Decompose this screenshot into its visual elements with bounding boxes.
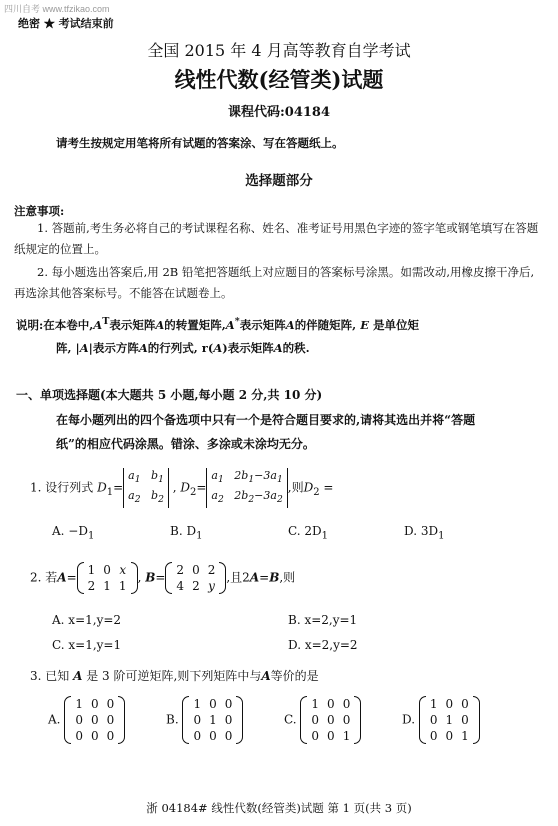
question-3-end: 等价的是 bbox=[270, 669, 319, 683]
explain-label: 说明: bbox=[16, 317, 44, 332]
q3-option-b bbox=[166, 696, 243, 744]
matrix-b: 2 0 2 4 2 y bbox=[165, 562, 226, 594]
explain-text: 表示矩阵 bbox=[109, 317, 156, 332]
q1-option-b: B. $D_1$ bbox=[170, 524, 203, 542]
explain-text: 的伴随矩阵, bbox=[294, 317, 357, 332]
note-paragraph-2: 2. 每小题选出答案后,用 2B 铅笔把答题纸上对应题目的答案标号涂黑。如需改动,用橡皮擦干净后,再选涂其他答案标号。不能答在试题卷上。 bbox=[14, 265, 535, 300]
question-3: 3. 已知 A 是 3 阶可逆矩阵,则下列矩阵中与A等价的是 bbox=[30, 669, 319, 683]
q3-option-d bbox=[402, 696, 480, 744]
explain-text: 的秩. bbox=[282, 341, 310, 355]
subject-title: 线性代数(经管类)试题 bbox=[174, 67, 384, 92]
determinant-d2: $a_1$ $2b_1-3a_1$ $a_2$ $2b_2-3a_2$ bbox=[206, 468, 287, 508]
question-3-prefix: 3. 已知 bbox=[30, 669, 70, 683]
question-1-then: ,则 bbox=[287, 480, 304, 495]
q3-matrix-a: 1 0 0 0 0 0 0 0 0 bbox=[64, 696, 125, 744]
explain-text: 是单位矩 bbox=[373, 317, 419, 332]
q3-matrix-c: 1 0 0 0 0 0 0 0 1 bbox=[300, 696, 361, 744]
page-footer: 浙 04184# 线性代数(经管类)试题 第 1 页(共 3 页) bbox=[146, 801, 412, 815]
section-title: 选择题部分 bbox=[245, 173, 313, 189]
q2-option-d: D. x=2,y=2 bbox=[288, 638, 358, 652]
q3-option-label: A. bbox=[48, 712, 61, 727]
question-1-prefix: 1. 设行列式 bbox=[30, 480, 94, 495]
explain-text: 在本卷中, bbox=[43, 317, 94, 332]
explain-text: 的行列式, bbox=[147, 341, 198, 355]
q3-option-c bbox=[284, 696, 361, 744]
q3-matrix-d: 1 0 0 0 1 0 0 0 1 bbox=[419, 696, 480, 744]
question-2-prefix: 2. 若 bbox=[30, 570, 58, 585]
question-2-then: ,则 bbox=[279, 570, 296, 585]
q1-option-d: D. $3D_1$ bbox=[404, 524, 445, 542]
q1-option-c: C. $2D_1$ bbox=[288, 524, 329, 542]
part1-instruction-1: 在每小题列出的四个备选项中只有一个是符合题目要求的,请将其选出并将“答题 bbox=[56, 413, 476, 427]
part1-heading: 一、单项选择题(本大题共 5 小题,每小题 2 分,共 10 分) bbox=[16, 388, 323, 402]
matrix-a: 1 0 x 2 1 1 bbox=[77, 562, 138, 594]
question-3-mid: 是 3 阶可逆矩阵,则下列矩阵中与 bbox=[86, 669, 262, 683]
q3-option-label: C. bbox=[284, 712, 297, 727]
part1-instruction-2: 纸”的相应代码涂黑。错涂、多涂或未涂均无分。 bbox=[56, 437, 315, 451]
explain-text: 表示方阵 bbox=[92, 341, 139, 355]
question-2-cond: ,且 bbox=[226, 570, 243, 585]
explain-text: 表示矩阵 bbox=[239, 317, 286, 332]
q2-option-b: B. x=2,y=1 bbox=[288, 613, 358, 627]
intro-text: 请考生按规定用笔将所有试题的答案涂、写在答题纸上。 bbox=[56, 136, 344, 150]
note-paragraph-1: 1. 答题前,考生务必将自己的考试课程名称、姓名、准考证号用黑色字迹的签字笔或钢笔填写在答题纸规定的位置上。 bbox=[14, 221, 539, 256]
explanation-line-1: 说明:在本卷中$,A^T$表示矩阵A的转置矩阵,A*表示矩阵A的伴随矩阵, E 是单位矩 bbox=[16, 316, 419, 332]
q2-option-a: A. x=1,y=2 bbox=[52, 613, 122, 627]
question-2: 2. 若A= 1 0 x 2 1 1 , B= 2 0 2 4 2 y ,且2A=B,则 bbox=[30, 563, 296, 593]
secret-label: 绝密 ★ 考试结束前 bbox=[18, 17, 114, 30]
q2-option-c: C. x=1,y=1 bbox=[52, 638, 122, 652]
q3-option-label: D. bbox=[402, 712, 416, 727]
exam-title: 全国 2015 年 4 月高等教育自学考试 bbox=[147, 41, 411, 60]
explain-text: 的转置矩阵, bbox=[164, 317, 226, 332]
q3-option-label: B. bbox=[166, 712, 179, 727]
notes-title: 注意事项: bbox=[14, 204, 65, 218]
q3-option-a bbox=[48, 696, 125, 744]
explain-text: 表示矩阵 bbox=[227, 341, 274, 355]
explanation-line-2: 阵, |A|表示方阵A的行列式, r(A)表示矩阵A的秩. bbox=[56, 341, 310, 355]
course-code: 课程代码:04184 bbox=[227, 105, 331, 120]
determinant-d1: $a_1$ $b_1$ $a_2$ $b_2$ bbox=[123, 468, 169, 508]
watermark: 四川自考 www.tfzikao.com bbox=[4, 4, 110, 14]
explain-text: 阵, bbox=[56, 341, 72, 355]
q1-option-a: A. $-D_1$ bbox=[52, 524, 95, 542]
question-1: 1. 设行列式 $D_1=a_1$ $b_1$ $a_2$ $b_2$ , $D_2=a_1$ $2b_1-3a_1$ $a_2$ $2b_2-3a_2$,则$D_2$ = bbox=[30, 468, 333, 508]
q3-matrix-b: 1 0 0 0 1 0 0 0 0 bbox=[182, 696, 243, 744]
